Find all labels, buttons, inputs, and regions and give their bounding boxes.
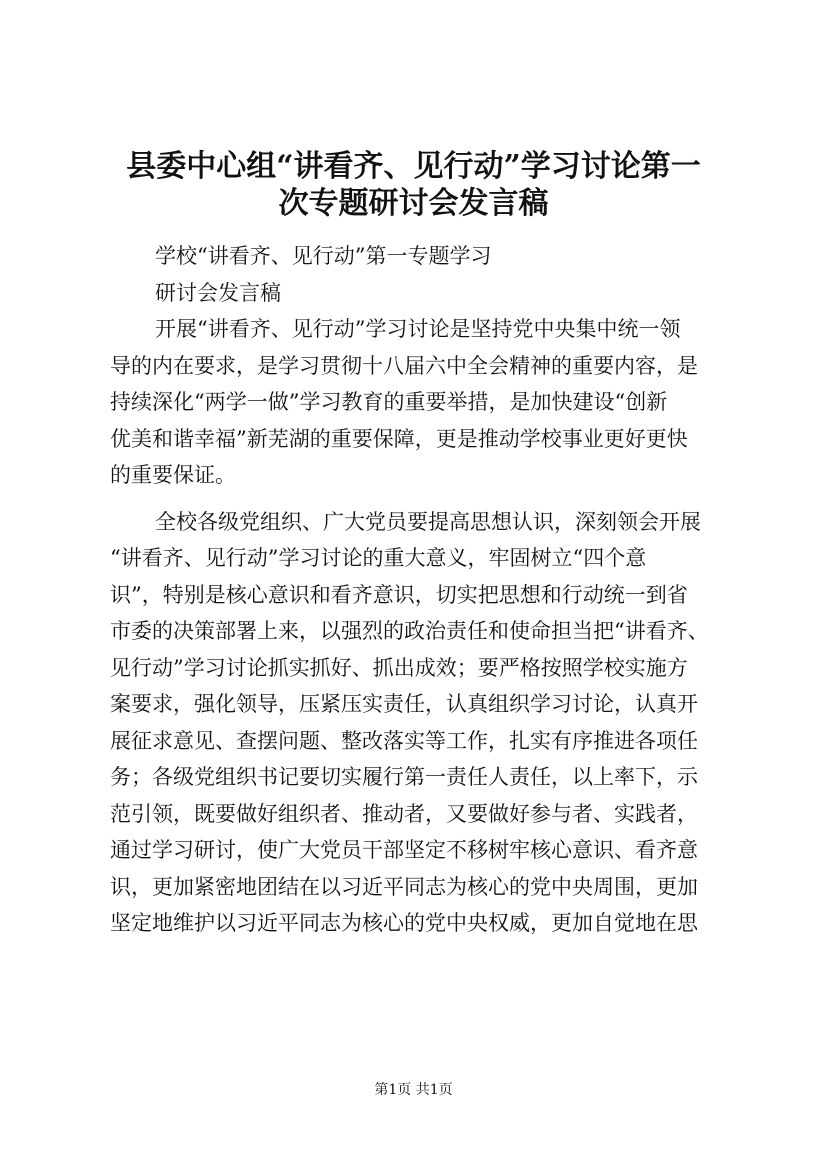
paragraph-line: 案要求，强化领导，压紧压实责任，认真组织学习讨论，认真开 — [110, 692, 698, 716]
paragraph-line: 识”，特别是核心意识和看齐意识，切实把思想和行动统一到省 — [110, 582, 688, 607]
subtitle-line-1: 学校“讲看齐、见行动”第一专题学习 — [155, 244, 492, 268]
title-line-1: 县委中心组“讲看齐、见行动”学习讨论第一 — [126, 149, 701, 184]
paragraph-line: 市委的决策部署上来，以强烈的政治责任和使命担当把“讲看齐、 — [110, 619, 709, 643]
paragraph-gap — [110, 494, 730, 504]
paragraph-line: 展征求意见、查摆问题、整改落实等工作，扎实有序推进各项任 — [110, 728, 698, 753]
subtitle-line-2: 研讨会发言稿 — [155, 280, 281, 305]
paragraph-line: 开展“讲看齐、见行动”学习讨论是坚持党中央集中统一领 — [155, 317, 681, 341]
paragraph-line: 的重要保证。 — [110, 463, 236, 487]
paragraph-line: 导的内在要求，是学习贯彻十八届六中全会精神的重要内容，是 — [110, 353, 698, 378]
document-title — [110, 145, 717, 221]
paragraph-line: 持续深化“两学一做”学习教育的重要举措，是加快建设“创新 — [110, 390, 668, 414]
paragraph-line: 坚定地维护以习近平同志为核心的党中央权威，更加自觉地在思 — [110, 911, 698, 935]
paragraph-1 — [110, 311, 730, 494]
paragraph-line: 务；各级党组织书记要切实履行第一责任人责任，以上率下，示 — [110, 765, 698, 789]
paragraph-line: 优美和谐幸福”新芜湖的重要保障，更是推动学校事业更好更快 — [110, 426, 688, 451]
paragraph-line: “讲看齐、见行动”学习讨论的重大意义，牢固树立“四个意 — [110, 546, 647, 570]
paragraph-line: 范引领，既要做好组织者、推动者，又要做好参与者、实践者， — [110, 801, 698, 826]
paragraph-line: 见行动”学习讨论抓实抓好、抓出成效；要严格按照学校实施方 — [110, 655, 688, 680]
paragraph-line: 全校各级党组织、广大党员要提高思想认识，深刻领会开展 — [155, 509, 701, 534]
page-footer: 第1页 共1页 — [374, 1082, 453, 1098]
paragraph-line: 识，更加紧密地团结在以习近平同志为核心的党中央周围，更加 — [110, 874, 698, 899]
paragraph-2 — [110, 504, 730, 942]
title-line-2: 次专题研讨会发言稿 — [278, 185, 549, 221]
document-body — [110, 238, 730, 942]
paragraph-line: 通过学习研讨，使广大党员干部坚定不移树牢核心意识、看齐意 — [110, 838, 698, 862]
